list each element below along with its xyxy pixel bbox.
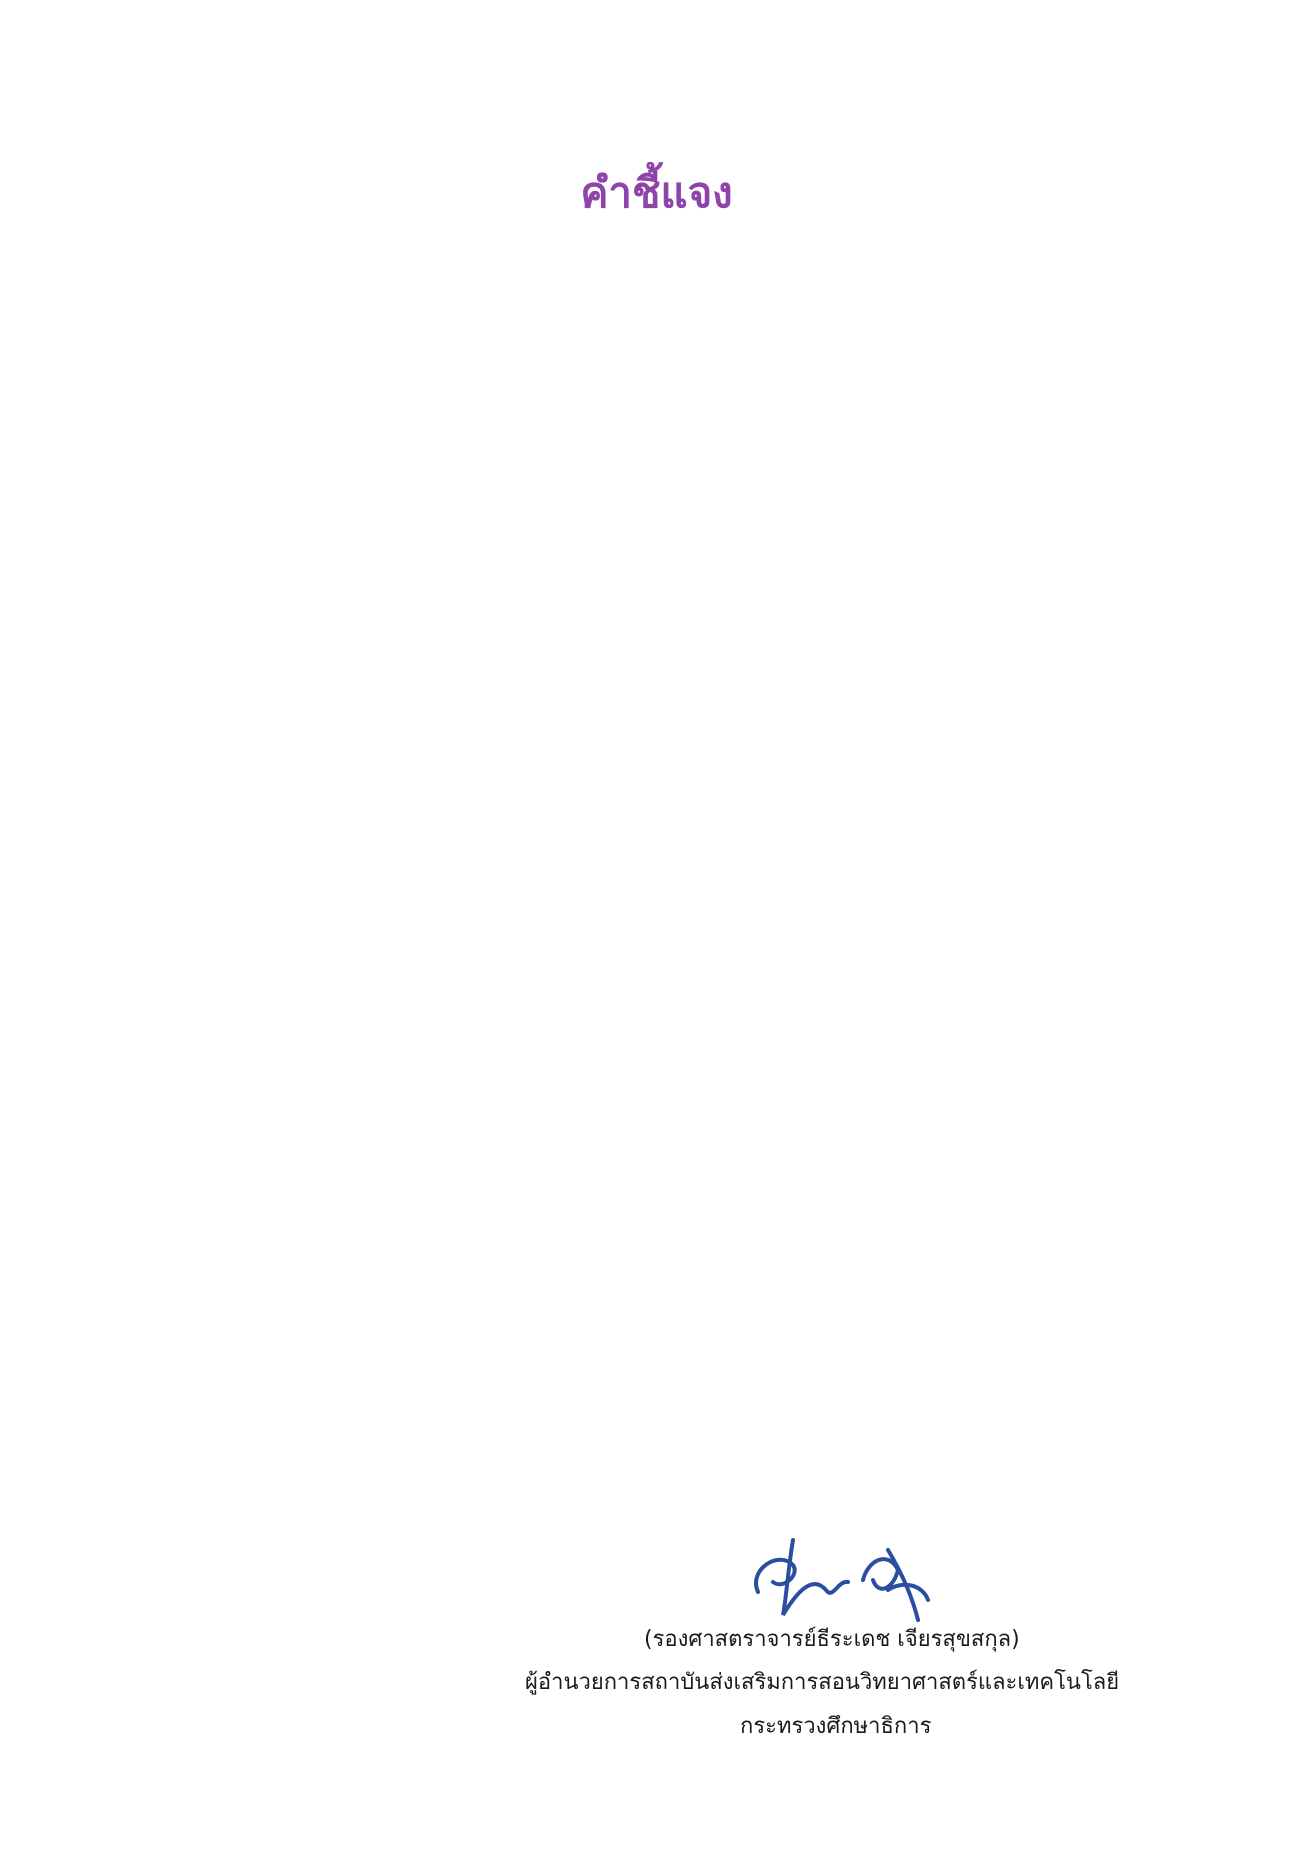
- signatory-position: ผู้อำนวยการสถาบันส่งเสริมการสอนวิทยาศาสตร์และเทคโนโลยี: [525, 1670, 1120, 1695]
- page-title: คำชี้แจง: [580, 168, 733, 217]
- signatory-ministry: กระทรวงศึกษาธิการ: [740, 1714, 932, 1739]
- signatory-name: (รองศาสตราจารย์ธีระเดช เจียรสุขสกุล): [644, 1627, 1020, 1652]
- handwritten-signature: [738, 1520, 938, 1630]
